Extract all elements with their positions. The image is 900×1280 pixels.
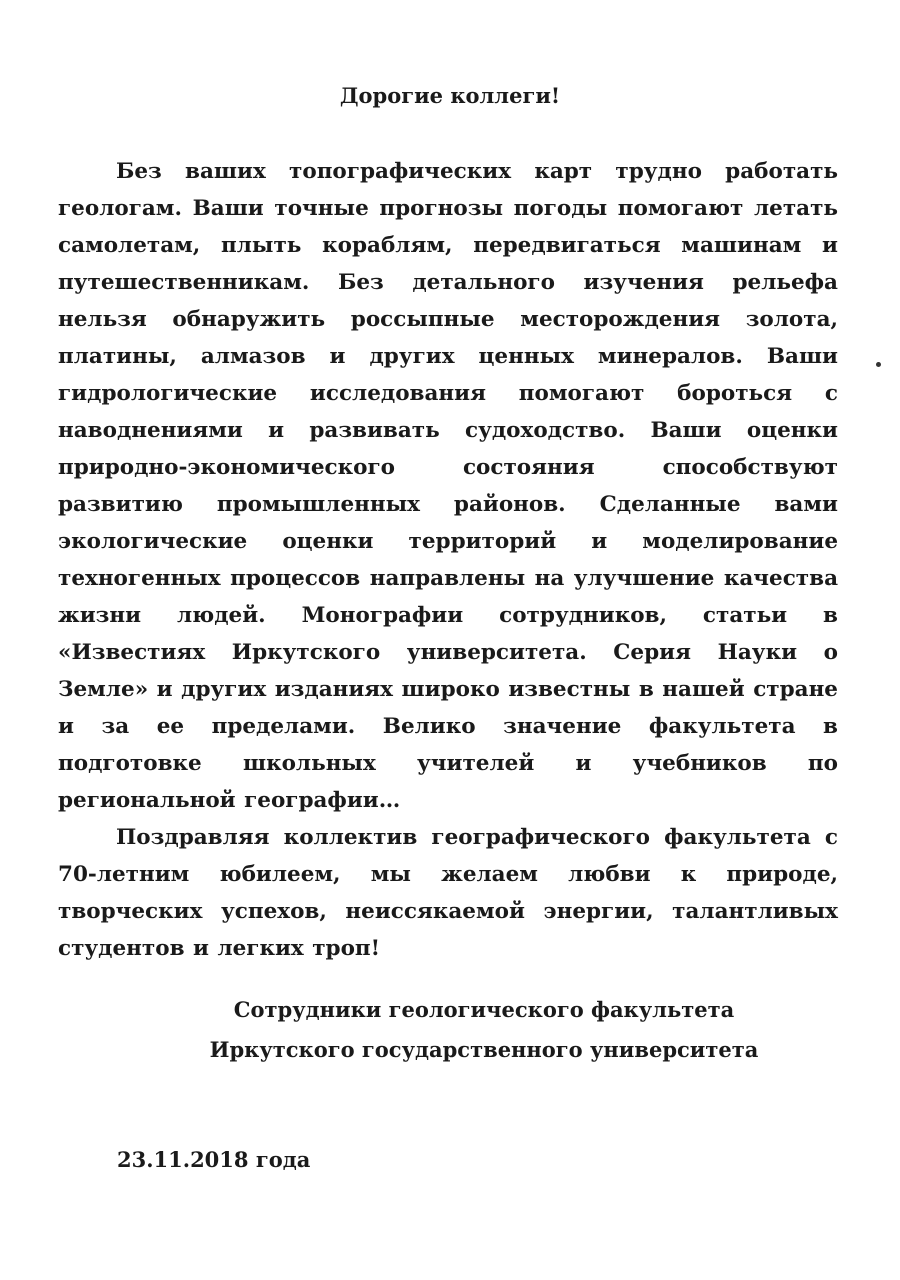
scan-speck-decoration — [876, 362, 881, 367]
letter-paragraph: Без ваших топографических карт трудно работать геологам. Ваши точные прогнозы погоды помогают летать самолетам, плыть кораблям, передвигаться машинам и путешественникам. Без детального изучения рельефа нельзя обнаружить россыпные месторождения золота, платины, алмазов и других ценных минералов. Ваши гидрологические исследования помогают бороться с наводнениями и развивать судоходство. Ваши оценки природно-экономического состояния способствуют развитию промышленных районов. Сделанные вами экологические оценки территорий и моделирование техногенных процессов направлены на улучшение качества жизни людей. Монографии сотрудников, статьи в «Известиях Иркутского университета. Серия Науки о Земле» и других изданиях широко известны в нашей стране и за ее пределами. Велико значение факультета в подготовке школьных учителей и учебников по региональной географии… — [58, 159, 838, 813]
letter-paragraph: Поздравляя коллектив географического факультета с 70-летним юбилеем, мы желаем любви к природе, творческих успехов, неиссякаемой энергии, талантливых студентов и легких троп! — [58, 825, 838, 961]
letter-greeting: Дорогие коллеги! — [339, 83, 561, 108]
letter-signature — [0, 990, 900, 1070]
letter-body — [58, 153, 838, 967]
letter-date: 23.11.2018 года — [117, 1147, 311, 1172]
signature-line: Сотрудники геологического факультета — [233, 997, 735, 1022]
signature-line: Иркутского государственного университета — [209, 1037, 759, 1062]
